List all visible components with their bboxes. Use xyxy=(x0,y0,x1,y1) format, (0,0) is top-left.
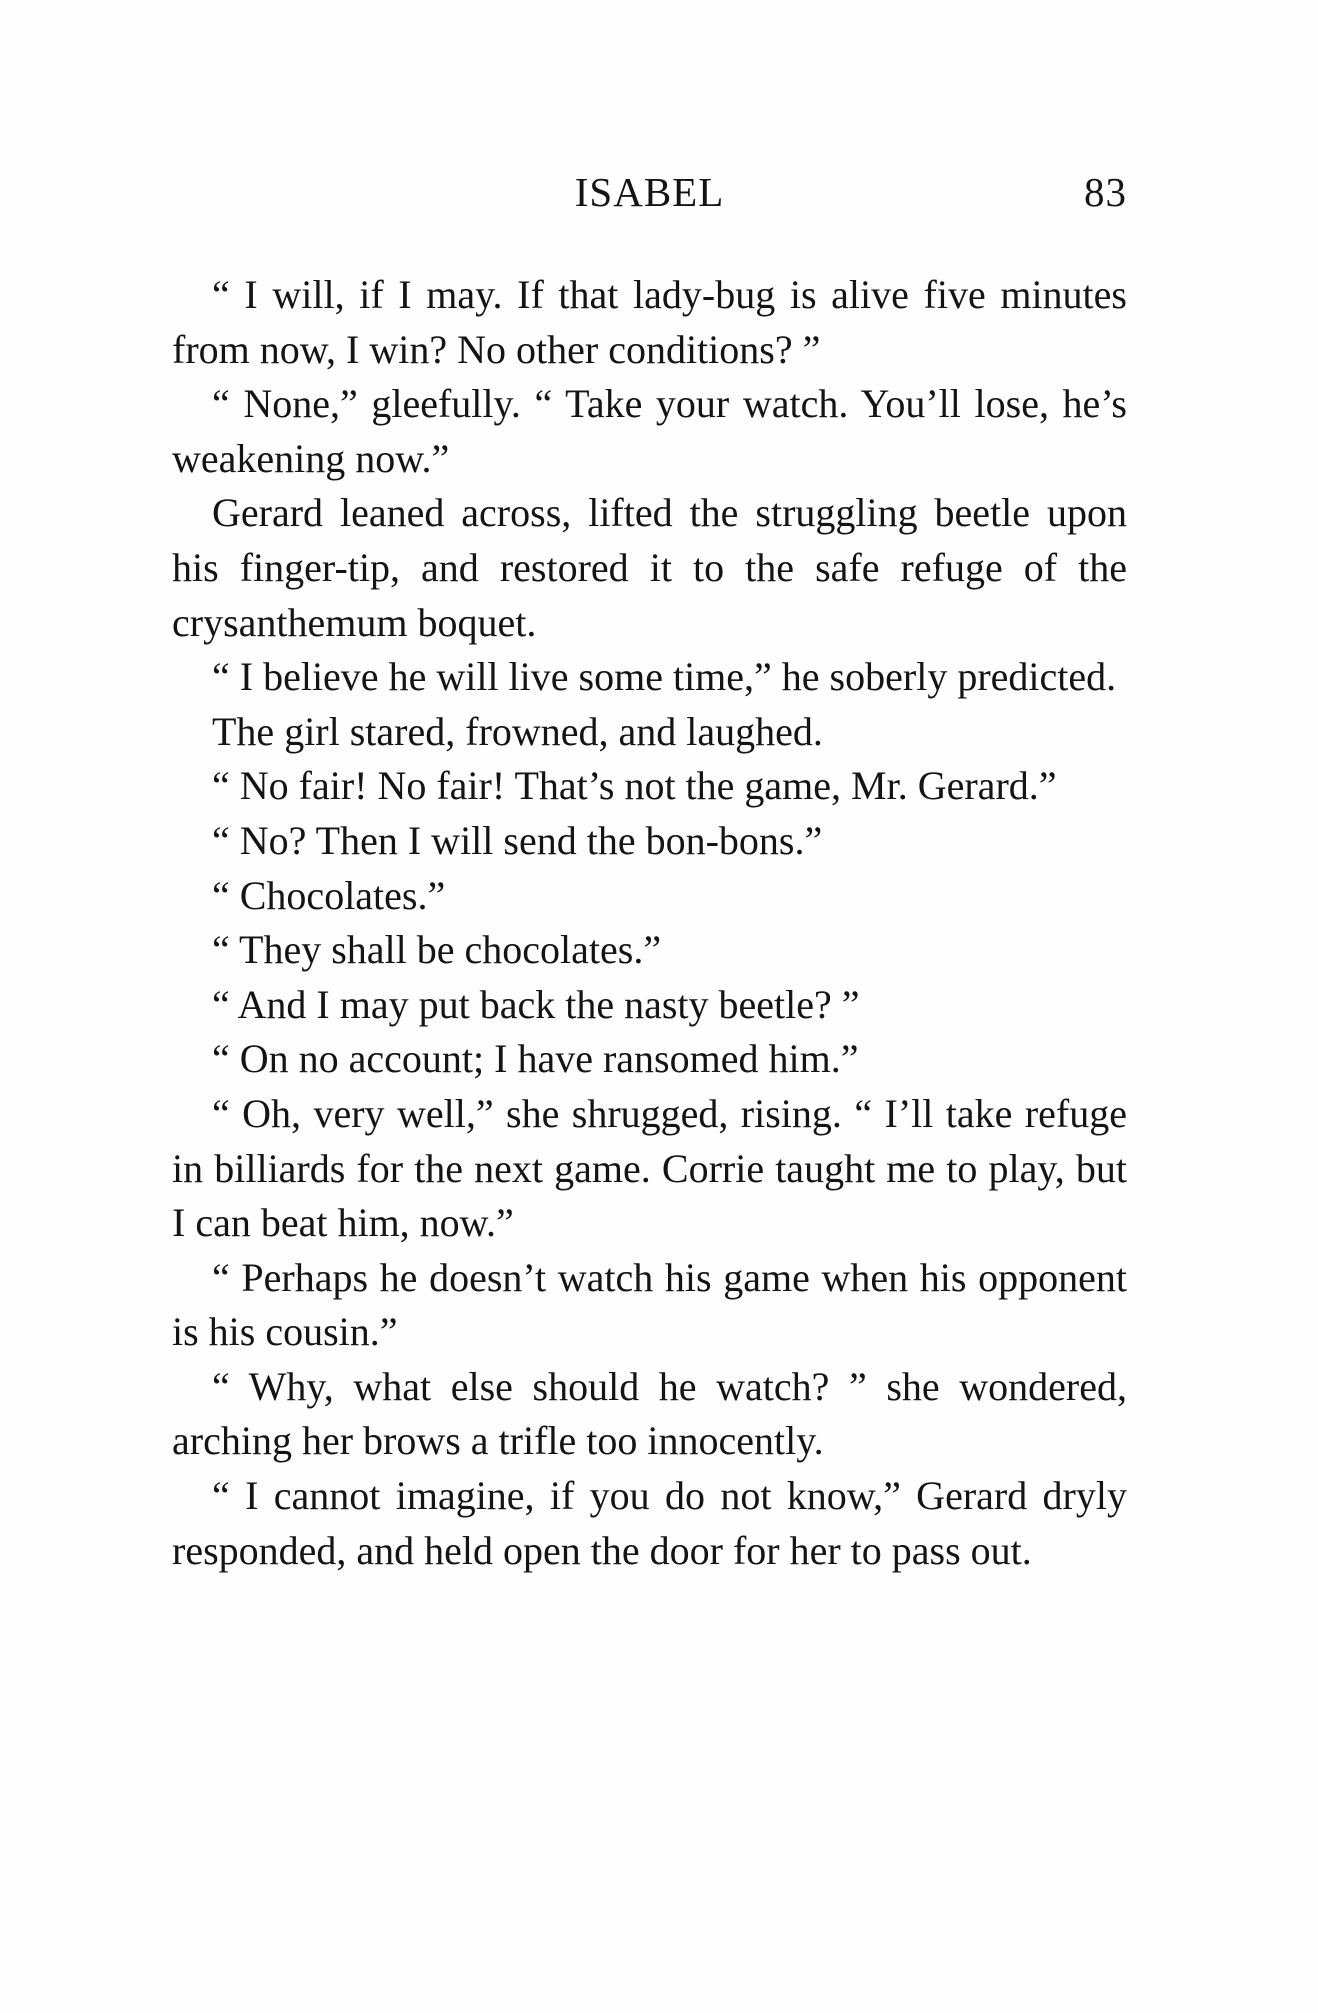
paragraph: “ I will, if I may. If that lady-bug is alive five minutes from now, I win? No other conditions? ” xyxy=(172,272,1127,372)
body-text xyxy=(172,268,1127,1578)
paragraph: “ Oh, very well,” she shrugged, rising. “ I’ll take refuge in billiards for the next game. Corrie taught me to play, but I can beat him, now.” xyxy=(172,1090,1127,1246)
paragraph: “ Perhaps he doesn’t watch his game when his opponent is his cousin.” xyxy=(172,1254,1127,1355)
page-number: 83 xyxy=(1084,169,1127,215)
paragraph: Gerard leaned across, lifted the struggling beetle upon his finger-tip, and restored it to the safe refuge of the crysanthemum boquet. xyxy=(172,490,1127,645)
paragraph: “ I cannot imagine, if you do not know,” Gerard dryly responded, and held open the door for her to pass out. xyxy=(172,1473,1127,1573)
paragraph: “ I believe he will live some time,” he soberly predicted. xyxy=(212,654,1117,700)
page-header xyxy=(172,168,1127,220)
paragraph: “ Chocolates.” xyxy=(212,872,446,918)
paragraph: “ Why, what else should he watch? ” she wondered, arching her brows a trifle too innocently. xyxy=(172,1363,1127,1464)
paragraph: “ They shall be chocolates.” xyxy=(212,927,662,973)
paragraph: “ And I may put back the nasty beetle? ” xyxy=(212,981,860,1027)
paragraph: “ None,” gleefully. “ Take your watch. You’ll lose, he’s weakening now.” xyxy=(172,381,1127,481)
paragraph: The girl stared, frowned, and laughed. xyxy=(212,708,823,754)
paragraph: “ No? Then I will send the bon-bons.” xyxy=(212,817,823,863)
running-head: ISABEL xyxy=(574,169,725,215)
paragraph: “ No fair! No fair! That’s not the game, Mr. Gerard.” xyxy=(212,763,1057,809)
paragraph: “ On no account; I have ransomed him.” xyxy=(212,1036,859,1082)
